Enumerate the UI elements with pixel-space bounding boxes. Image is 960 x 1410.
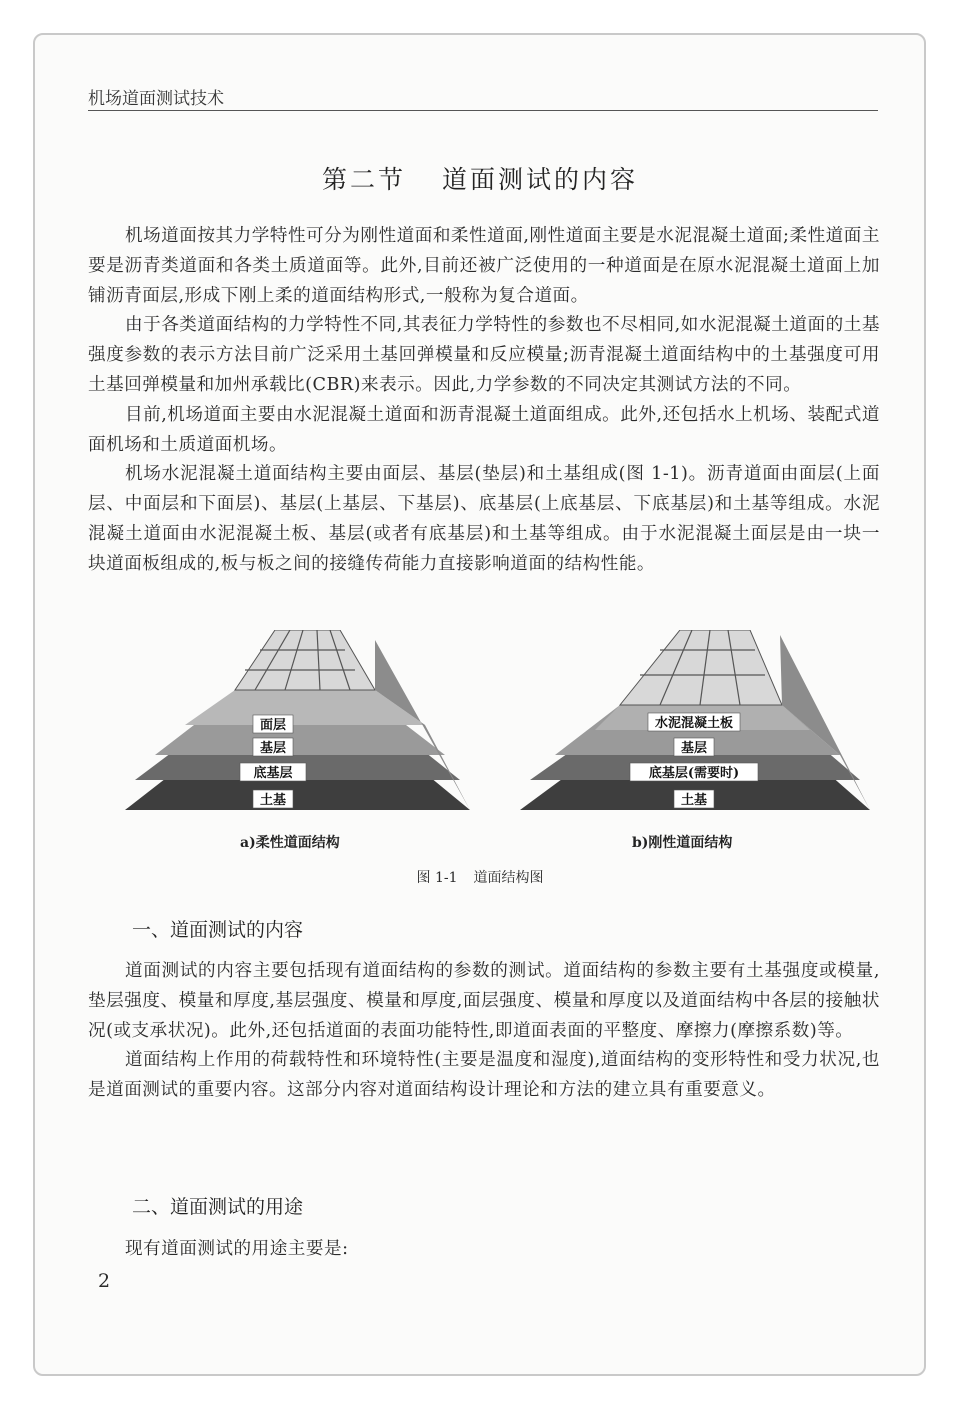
header-rule [88,110,878,111]
figure-title: 道面结构图 [473,870,544,886]
paragraph: 机场道面按其力学特性可分为刚性道面和柔性道面,刚性道面主要是水泥混凝土道面;柔性道面主要是沥青类道面和各类土质道面等。此外,目前还被广泛使用的一种道面是在原水泥混凝土道面上加铺沥青面层,形成下刚上柔的道面结构形式,一般称为复合道面。 [88,226,880,306]
figure-caption [0,867,960,887]
paragraph: 由于各类道面结构的力学特性不同,其表征力学特性的参数也不尽相同,如水泥混凝土道面的土基强度参数的表示方法目前广泛采用土基回弹模量和反应模量;沥青混凝土道面结构中的土基强度可用土基回弹模量和加州承载比(CBR)来表示。因此,力学参数的不同决定其测试方法的不同。 [88,315,880,395]
subsection-heading: 二、道面测试的用途 [132,1196,304,1218]
subsection-heading: 一、道面测试的内容 [132,919,304,941]
rigid-pavement-diagram [520,630,890,820]
section-name: 道面测试的内容 [442,165,639,194]
paragraph: 目前,机场道面主要由水泥混凝土道面和沥青混凝土道面组成。此外,还包括水上机场、装配式道面机场和土质道面机场。 [88,404,880,455]
figure-b-caption: b)刚性道面结构 [632,835,733,851]
section-title [0,160,960,196]
layer-label: 土基 [259,793,287,808]
page-number: 2 [98,1270,111,1292]
paragraph: 现有道面测试的用途主要是: [124,1239,349,1259]
running-header: 机场道面测试技术 [88,89,224,109]
subsection1-text [88,957,880,1106]
layer-label: 面层 [259,718,287,733]
layer-label: 底基层 [253,766,293,781]
layer-label: 底基层(需要时) [648,766,740,781]
paragraph: 道面测试的内容主要包括现有道面结构的参数的测试。道面结构的参数主要有土基强度或模量,垫层强度、模量和厚度,基层强度、模量和厚度,面层强度、模量和厚度以及道面结构中各层的接触状况(或支承状况)。此外,还包括道面的表面功能特性,即道面表面的平整度、摩擦力(摩擦系数)等。 [88,961,880,1041]
layer-label: 基层 [680,741,708,756]
layer-label: 土基 [680,793,708,808]
figure-number: 图 1-1 [416,870,458,886]
subsection2-text [88,1235,880,1265]
intro-text [88,222,880,580]
layer-label: 基层 [259,741,287,756]
paragraph: 道面结构上作用的荷载特性和环境特性(主要是温度和湿度),道面结构的变形特性和受力状况,也是道面测试的重要内容。这部分内容对道面结构设计理论和方法的建立具有重要意义。 [88,1050,880,1101]
flexible-pavement-diagram [125,630,470,820]
figure-a-caption: a)柔性道面结构 [240,835,340,851]
layer-label: 水泥混凝土板 [654,716,734,731]
paragraph: 机场水泥混凝土道面结构主要由面层、基层(垫层)和土基组成(图 1-1)。沥青道面由面层(上面层、中面层和下面层)、基层(上基层、下基层)、底基层(上底基层、下底基层)和土基等组成。水泥混凝土道面由水泥混凝土板、基层(或者有底基层)和土基等组成。由于水泥混凝土面层是由一块一块道面板组成的,板与板之间的接缝传荷能力直接影响道面的结构性能。 [88,464,880,574]
section-number: 第二节 [321,165,406,194]
